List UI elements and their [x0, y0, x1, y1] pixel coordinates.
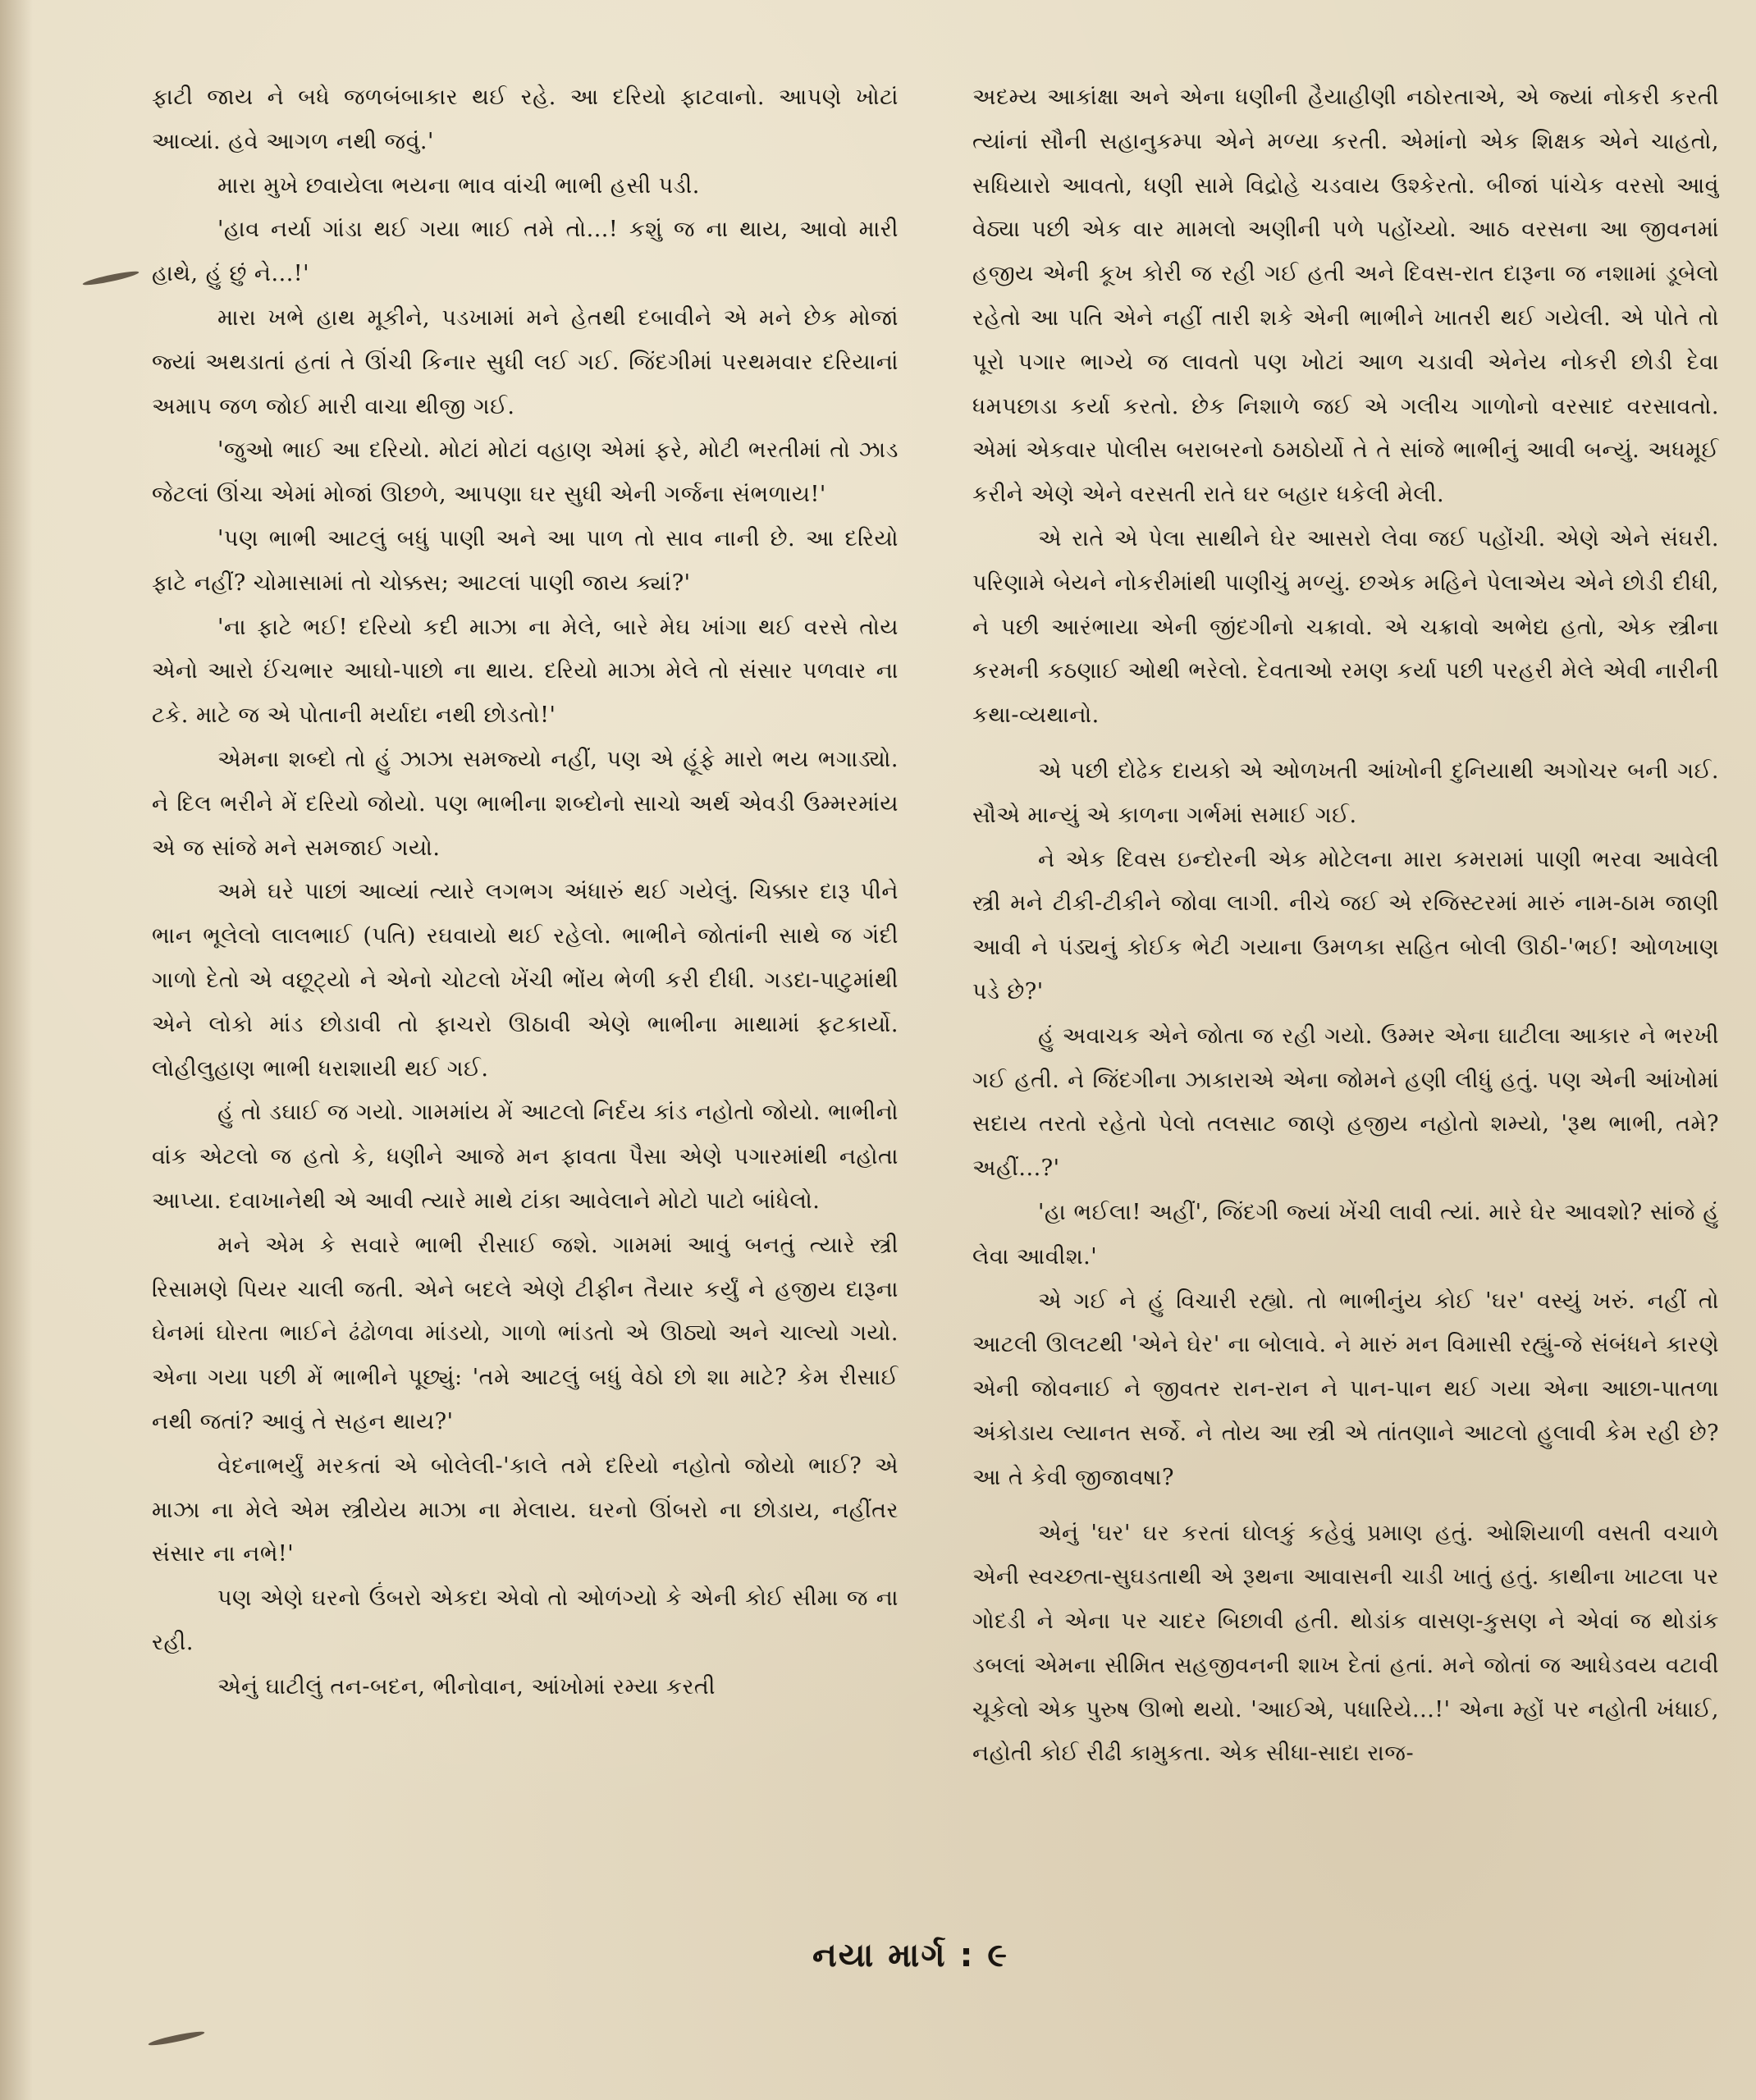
paragraph: એમના શબ્દો તો હું ઝાઝા સમજ્યો નહીં, પણ એ હૂંફે મારો ભય ભગાડ્યો. ને દિલ ભરીને મેં દરિયો જોયો. પણ ભાભીના શબ્દોનો સાચો અર્થ એવડી ઉમ્મરમાંય એ જ સાંજે મને સમજાઈ ગયો.: [152, 746, 899, 861]
left-column: [152, 75, 899, 1897]
paragraph: અદમ્ય આકાંક્ષા અને એના ધણીની હૈયાહીણી નઠોરતાએ, એ જ્યાં નોકરી કરતી ત્યાંનાં સૌની સહાનુકમ્પા એને મળ્યા કરતી. એમાંનો એક શિક્ષક એને ચાહતો, સધિયારો આવતો, ધણી સામે વિદ્રોહે ચડવાય ઉશ્કેરતો. બીજાં પાંચેક વરસો આવું વેઠ્યા પછી એક વાર મામલો અણીની પળે પહોંચ્યો. આઠ વરસના આ જીવનમાં હજીય એની કૂખ કોરી જ રહી ગઈ હતી અને દિવસ-રાત દારૂના જ નશામાં ડૂબેલો રહેતો આ પતિ એને નહીં તારી શકે એની ભાભીને ખાતરી થઈ ગયેલી. એ પોતે તો પૂરો પગાર ભાગ્યે જ લાવતો પણ ખોટાં આળ ચડાવી એનેય નોકરી છોડી દેવા ધમપછાડા કર્યા કરતો. છેક નિશાળે જઈ એ ગલીચ ગાળોનો વરસાદ વરસાવતો. એમાં એકવાર પોલીસ બરાબરનો ઠમઠોર્યો તે તે સાંજે ભાભીનું આવી બન્યું. અધમૂઈ કરીને એણે એને વરસતી રાતે ઘર બહાર ધકેલી મેલી.: [972, 85, 1719, 508]
paragraph: 'પણ ભાભી આટલું બધું પાણી અને આ પાળ તો સાવ નાની છે. આ દરિયો ફાટે નહીં? ચોમાસામાં તો ચોક્કસ; આટલાં પાણી જાય ક્યાં?': [152, 525, 899, 596]
paragraph: પણ એણે ઘરનો ઉંબરો એકદા એવો તો ઓળંગ્યો કે એની કોઈ સીમા જ ના રહી.: [152, 1585, 899, 1655]
punch-hole-mark-top: [82, 269, 139, 287]
paragraph: અમે ઘરે પાછાં આવ્યાં ત્યારે લગભગ અંધારું થઈ ગયેલું. ચિક્કાર દારૂ પીને ભાન ભૂલેલો લાલભાઈ (પતિ) રઘવાયો થઈ રહેલો. ભાભીને જોતાંની સાથે જ ગંદી ગાળો દેતો એ વછૂટ્યો ને એનો ચોટલો ખેંચી ભોંય ભેળી કરી દીધી. ગડદા-પાટુમાંથી એને લોકો માંડ છોડાવી તો ફાચરો ઊઠાવી એણે ભાભીના માથામાં ફટકાર્યો. લોહીલુહાણ ભાભી ધરાશાયી થઈ ગઈ.: [152, 879, 899, 1082]
paragraph: વેદનાભર્યું મરકતાં એ બોલેલી-'કાલે તમે દરિયો નહોતો જોયો ભાઈ? એ માઝા ના મેલે એમ સ્ત્રીયેય માઝા ના મેલાય. ઘરનો ઊંબરો ના છોડાય, નહીંતર સંસાર ના નભે!': [152, 1453, 899, 1567]
paragraph: એનું 'ઘર' ઘર કરતાં ઘોલકું કહેવું પ્રમાણ હતું. ઓશિયાળી વસતી વચાળે એની સ્વચ્છતા-સુઘડતાથી એ રૂથના આવાસની ચાડી ખાતું હતું. કાથીના ખાટલા પર ગોદડી ને એના પર ચાદર બિછાવી હતી. થોડાંક વાસણ-કુસણ ને એવાં જ થોડાંક ડબલાં એમના સીમિત સહજીવનની શાખ દેતાં હતાં. મને જોતાં જ આધેડવય વટાવી ચૂકેલો એક પુરુષ ઊભો થયો. 'આઈએ, પધારિયે...!' એના મ્હોં પર નહોતી ખંધાઈ, નહોતી કોઈ રીઢી કામુકતા. એક સીધા-સાદા રાજ-: [972, 1520, 1719, 1767]
paragraph: મારા ખભે હાથ મૂકીને, પડખામાં મને હેતથી દબાવીને એ મને છેક મોજાં જ્યાં અથડાતાં હતાં તે ઊંચી કિનાર સુધી લઈ ગઈ. જિંદગીમાં પરથમવાર દરિયાનાં અમાપ જળ જોઈ મારી વાચા થીજી ગઈ.: [152, 304, 899, 419]
paragraph: એ રાતે એ પેલા સાથીને ઘેર આસરો લેવા જઈ પહોંચી. એણે એને સંઘરી. પરિણામે બેયને નોકરીમાંથી પાણીચું મળ્યું. છએક મહિને પેલાએય એને છોડી દીધી, ને પછી આરંભાયા એની જીંદગીનો ચક્રાવો. એ ચક્રાવો અભેદ્ય હતો, એક સ્ત્રીના કરમની કઠણાઈ ઓથી ભરેલો. દેવતાઓ રમણ કર્યા પછી પરહરી મેલે એવી નારીની કથા-વ્યથાનો.: [972, 525, 1719, 729]
paragraph: હું તો ડઘાઈ જ ગયો. ગામમાંય મેં આટલો નિર્દય કાંડ નહોતો જોયો. ભાભીનો વાંક એટલો જ હતો કે, ધણીને આજે મન ફાવતા પૈસા એણે પગારમાંથી નહોતા આપ્યા. દવાખાનેથી એ આવી ત્યારે માથે ટાંકા આવેલાને મોટો પાટો બાંધેલો.: [152, 1100, 899, 1214]
paragraph: હું અવાચક એને જોતા જ રહી ગયો. ઉમ્મર એના ઘાટીલા આકાર ને ભરખી ગઈ હતી. ને જિંદગીના ઝાકારાએ એના જોમને હણી લીધું હતું. પણ એની આંખોમાં સદાય તરતો રહેતો પેલો તલસાટ જાણે હજીય નહોતો શમ્યો, 'રૂથ ભાભી, તમે? અહીં...?': [972, 1023, 1719, 1182]
paragraph: એનું ઘાટીલું તન-બદન, ભીનોવાન, આંખોમાં રમ્યા કરતી: [217, 1673, 716, 1700]
punch-hole-mark-bottom: [148, 2029, 205, 2047]
paragraph: મને એમ કે સવારે ભાભી રીસાઈ જશે. ગામમાં આવું બનતું ત્યારે સ્ત્રી રિસામણે પિયર ચાલી જતી. એને બદલે એણે ટીફીન તૈયાર કર્યું ને હજીય દારૂના ઘેનમાં ઘોરતા ભાઈને ઢંઢોળવા માંડયો, ગાળો ભાંડતો એ ઊઠ્યો અને ચાલ્યો ગયો. એના ગયા પછી મેં ભાભીને પૂછ્યું: 'તમે આટલું બધું વેઠો છો શા માટે? કેમ રીસાઈ નથી જતાં? આવું તે સહન થાય?': [152, 1232, 899, 1434]
paragraph: એ ગઈ ને હું વિચારી રહ્યો. તો ભાભીનુંય કોઈ 'ઘર' વસ્યું ખરું. નહીં તો આટલી ઊલટથી 'એને ઘેર' ના બોલાવે. ને મારું મન વિમાસી રહ્યું-જે સંબંધને કારણે એની જોવનાઈ ને જીવતર રાન-રાન ને પાન-પાન થઈ ગયા એના આછા-પાતળા અંકોડાય લ્યાનત સર્જે. ને તોય આ સ્ત્રી એ તાંતણાને આટલો હુલાવી કેમ રહી છે? આ તે કેવી જીજાવષા?: [972, 1288, 1719, 1490]
paragraph: એ પછી દોઢેક દાયકો એ ઓળખતી આંખોની દુનિયાથી અગોચર બની ગઈ. સૌએ માન્યું એ કાળના ગર્ભમાં સમાઈ ગઈ.: [972, 757, 1719, 828]
page-edge-shadow: [0, 0, 33, 2100]
paragraph: મારા મુખે છવાયેલા ભયના ભાવ વાંચી ભાભી હસી પડી.: [217, 172, 700, 199]
paragraph: ને એક દિવસ ઇન્દોરની એક મોટેલના મારા કમરામાં પાણી ભરવા આવેલી સ્ત્રી મને ટીકી-ટીકીને જોવા લાગી. નીચે જઈ એ રજિસ્ટરમાં મારું નામ-ઠામ જાણી આવી ને પંડ્યનું કોઈક ભેટી ગયાના ઉમળકા સહિત બોલી ઊઠી-'ભઈ! ઓળખાણ પડે છે?': [972, 846, 1719, 1004]
page-footer-magazine-name: નયા માર્ગ : ૯: [812, 1937, 1009, 1974]
paragraph: 'ના ફાટે ભઈ! દરિયો કદી માઝા ના મેલે, બારે મેઘ ખાંગા થઈ વરસે તોય એનો આરો ઈંચભાર આઘો-પાછો ના થાય. દરિયો માઝા મેલે તો સંસાર પળવાર ના ટકે. માટે જ એ પોતાની મર્યાદા નથી છોડતો!': [152, 614, 899, 729]
paragraph: ફાટી જાય ને બધે જળબંબાકાર થઈ રહે. આ દરિયો ફાટવાનો. આપણે ખોટાં આવ્યાં. હવે આગળ નથી જવું.': [152, 85, 899, 154]
paragraph: 'હા ભઈલા! અહીં', જિંદગી જ્યાં ખેંચી લાવી ત્યાં. મારે ઘેર આવશો? સાંજે હું લેવા આવીશ.': [972, 1199, 1719, 1270]
paragraph: 'જુઓ ભાઈ આ દરિયો. મોટાં મોટાં વહાણ એમાં ફરે, મોટી ભરતીમાં તો ઝાડ જેટલાં ઊંચા એમાં મોજાં ઊછળે, આપણા ઘર સુધી એની ગર્જના સંભળાય!': [152, 437, 899, 508]
right-column: [972, 75, 1719, 1897]
paragraph: 'હાવ નર્યા ગાંડા થઈ ગયા ભાઈ તમે તો...! કશું જ ના થાય, આવો મારી હાથે, હું છું ને...!': [152, 217, 899, 287]
